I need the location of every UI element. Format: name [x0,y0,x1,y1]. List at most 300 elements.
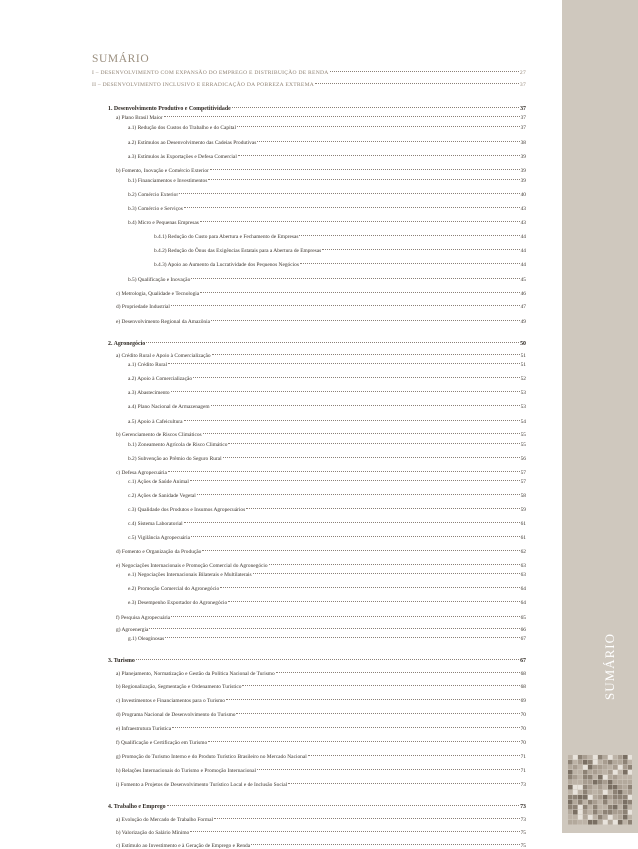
mosaic-tile [583,780,588,785]
mosaic-tile [573,790,578,795]
toc-entry-label: b.5) Qualificação e Inovação [128,277,191,283]
toc-entry-label: b) Fomento, Inovação e Comércio Exterior [116,168,209,174]
toc-entry-label: b.1) Financiamentos e Investimentos [128,178,208,184]
toc-entry-label: c.2) Ações de Sanidade Vegetal [128,493,196,499]
mosaic-tile [603,760,608,765]
mosaic-tile [623,755,628,760]
toc-entry-label: 4. Trabalho e Emprego [108,804,166,810]
mosaic-tile [573,755,578,760]
toc-entry-label: b) Valorização do Salário Mínimo [116,830,190,836]
mosaic-tile [578,785,583,790]
toc-entry [154,262,526,268]
mosaic-tile [628,800,632,805]
mosaic-tile [628,820,632,825]
mosaic-tile [588,760,593,765]
mosaic-tile [598,755,603,760]
mosaic-tile [578,810,583,815]
toc-entry [116,782,526,788]
dot-leader [308,755,520,756]
dot-leader [149,628,519,629]
mosaic-tile [598,780,603,785]
dot-leader [193,377,520,378]
toc-page-number: 68 [520,684,526,690]
dot-leader [208,179,519,180]
mosaic-tile [593,795,598,800]
mosaic-tile [608,800,613,805]
dot-leader [136,659,519,660]
mosaic-tile [583,815,588,820]
mosaic-tile [578,755,583,760]
mosaic-tile [568,785,573,790]
toc-entry-label: g) Agroenergia [116,627,149,633]
mosaic-tile [623,795,628,800]
mosaic-tile [603,785,608,790]
toc-page-number: 63 [520,572,526,578]
dot-leader [257,769,520,770]
dot-leader [202,550,519,551]
toc-entry [128,390,526,396]
toc-entry [128,376,526,382]
mosaic-tile [618,780,623,785]
toc-entry [116,817,526,823]
toc-part [92,70,526,76]
toc-entry-label: a) Crédito Rural e Apoio à Comercialização [116,353,211,359]
toc-entry [128,586,526,592]
mosaic-tile [618,790,623,795]
mosaic-tile [578,780,583,785]
toc-entry-label: b) Regionalização, Segmentação e Ordenamento Turístico [116,684,242,690]
mosaic-tile [628,780,632,785]
page-title: SUMÁRIO [92,53,150,65]
dot-leader [179,193,519,194]
toc-entry-label: c) Investimentos e Financiamentos para o Turismo [116,698,225,704]
toc-entry [116,712,526,718]
dot-leader [167,805,520,806]
mosaic-tile [568,790,573,795]
mosaic-tile [588,810,593,815]
mosaic-tile [593,800,598,805]
toc-entry-label: e.2) Promoção Comercial do Agronegócio [128,586,220,592]
toc-entry-label: a.4) Plano Nacional de Armazenagem [128,404,210,410]
dot-leader [322,249,519,250]
dot-leader [203,433,520,434]
toc-entry [154,234,526,240]
toc-page-number: 38 [520,140,526,146]
mosaic-tile [583,810,588,815]
mosaic-tile [613,755,618,760]
mosaic-tile [618,815,623,820]
mosaic-tile [583,760,588,765]
mosaic-tile [568,820,573,825]
mosaic-tile [573,765,578,770]
mosaic-tile [623,790,628,795]
toc-page-number: 71 [520,768,526,774]
toc-entry [128,178,526,184]
toc-entry-label: g.1) Oleaginosas [128,636,165,642]
toc-page-number: 37 [520,125,526,131]
toc-page-number: 37 [520,106,526,112]
toc-entry-label: f) Pesquisa Agropecuária [116,615,171,621]
mosaic-tile [613,800,618,805]
mosaic-tile [593,760,598,765]
toc-entry-label: e) Desenvolvimento Regional da Amazônia [116,319,211,325]
dot-leader [184,522,520,523]
toc-page-number: 65 [520,615,526,621]
mosaic-tile [598,815,603,820]
mosaic-tile [628,765,632,770]
dot-leader [228,443,519,444]
mosaic-tile [618,760,623,765]
mosaic-tile [628,770,632,775]
dot-leader [190,480,520,481]
toc-entry [116,563,526,569]
toc-chapter [108,341,526,347]
toc-entry-label: e) Infraestrutura Turística [116,726,172,732]
toc-page-number: 51 [520,362,526,368]
mosaic-tile [613,820,618,825]
toc-entry-label: c.5) Vigilância Agropecuária [128,535,190,541]
toc-page-number: 70 [520,740,526,746]
toc-entry-label: b.4.2) Redução do Ônus das Exigências Estatais para a Abertura de Empresas [154,248,322,254]
mosaic-tile [628,815,632,820]
toc-entry-label: a.3) Abastecimento [128,390,170,396]
mosaic-tile [593,755,598,760]
dot-leader [246,508,519,509]
mosaic-tile [588,820,593,825]
toc-entry [128,521,526,527]
dot-leader [220,587,519,588]
mosaic-tile [593,805,598,810]
mosaic-graphic [568,755,632,825]
mosaic-tile [568,780,573,785]
dot-leader [223,457,520,458]
mosaic-tile [588,765,593,770]
mosaic-tile [623,815,628,820]
mosaic-tile [598,810,603,815]
toc-entry [128,220,526,226]
dot-leader [330,71,519,72]
toc-entry [116,684,526,690]
mosaic-tile [598,820,603,825]
toc-entry-label: c) Estímulo ao Investimento e à Geração de Emprego e Renda [116,843,251,849]
toc-entry [116,291,526,297]
toc-page-number: 45 [520,277,526,283]
mosaic-tile [608,785,613,790]
mosaic-tile [608,790,613,795]
mosaic-tile [613,785,618,790]
mosaic-tile [573,795,578,800]
mosaic-tile [598,765,603,770]
mosaic-tile [588,770,593,775]
mosaic-tile [573,805,578,810]
mosaic-tile [598,805,603,810]
mosaic-tile [628,810,632,815]
toc-page-number: 70 [520,726,526,732]
toc-entry [128,493,526,499]
mosaic-tile [593,765,598,770]
toc-entry-label: 2. Agronegócio [108,341,146,347]
dot-leader [228,601,519,602]
mosaic-tile [603,805,608,810]
dot-leader [191,278,519,279]
mosaic-tile [613,770,618,775]
dot-leader [288,783,519,784]
mosaic-tile [573,820,578,825]
toc-entry-label: 3. Turismo [108,658,135,664]
toc-entry [128,192,526,198]
toc-page-number: 54 [520,419,526,425]
mosaic-tile [618,785,623,790]
mosaic-tile [603,765,608,770]
toc-entry-label: i) Fomento a Projetos de Desenvolvimento Turístico Local e de Inclusão Social [116,782,288,788]
toc-page-number: 73 [520,782,526,788]
mosaic-tile [618,820,623,825]
toc-entry-label: c.4) Sistema Laboratorial [128,521,183,527]
toc-page-number: 52 [520,376,526,382]
mosaic-tile [623,805,628,810]
mosaic-tile [573,785,578,790]
mosaic-tile [568,815,573,820]
mosaic-tile [598,795,603,800]
toc-entry [116,353,526,359]
toc-page-number: 37 [520,115,526,121]
toc-page-number: 63 [520,563,526,569]
dot-leader [212,354,520,355]
toc-chapter [108,804,526,810]
toc-entry-label: b.4) Micro e Pequenas Empresas [128,220,199,226]
toc-entry [116,754,526,760]
toc-page-number: 67 [520,658,526,664]
mosaic-tile [603,780,608,785]
mosaic-tile [578,795,583,800]
mosaic-tile [603,755,608,760]
mosaic-tile [623,785,628,790]
toc-entry-label: d) Fomento e Organização da Produção [116,549,202,555]
mosaic-tile [608,820,613,825]
toc-entry [116,698,526,704]
mosaic-tile [623,760,628,765]
mosaic-tile [578,820,583,825]
toc-page-number: 56 [520,456,526,462]
mosaic-tile [613,780,618,785]
mosaic-tile [608,810,613,815]
toc-page-number: 39 [520,168,526,174]
mosaic-tile [623,820,628,825]
toc-page-number: 39 [520,178,526,184]
mosaic-tile [628,775,632,780]
mosaic-tile [588,785,593,790]
toc-page-number: 73 [520,817,526,823]
toc-entry [128,456,526,462]
mosaic-tile [608,770,613,775]
toc-chapter [108,106,526,112]
toc-page-number: 58 [520,493,526,499]
dot-leader [226,699,520,700]
mosaic-tile [613,790,618,795]
toc-entry [128,636,526,642]
mosaic-tile [603,795,608,800]
toc-page-number: 44 [520,248,526,254]
toc-entry-label: e.3) Desempenho Exportador do Agronegócio [128,600,228,606]
toc-entry [116,726,526,732]
mosaic-tile [573,810,578,815]
mosaic-tile [618,810,623,815]
mosaic-tile [628,760,632,765]
mosaic-tile [578,760,583,765]
toc-entry [116,432,526,438]
toc-page-number: 62 [520,549,526,555]
mosaic-tile [608,780,613,785]
toc-page-number: 73 [520,804,526,810]
mosaic-tile [593,775,598,780]
toc-entry [128,419,526,425]
mosaic-tile [598,790,603,795]
mosaic-tile [608,760,613,765]
mosaic-tile [593,790,598,795]
toc-page-number: 53 [520,390,526,396]
mosaic-tile [603,800,608,805]
mosaic-tile [583,755,588,760]
mosaic-tile [603,810,608,815]
mosaic-tile [588,790,593,795]
toc-entry [128,362,526,368]
mosaic-tile [578,770,583,775]
mosaic-tile [578,790,583,795]
dot-leader [232,107,519,108]
toc-entry-label: 1. Desenvolvimento Produtivo e Competitividade [108,106,231,112]
toc-entry-label: b.2) Subvenção ao Prêmio do Seguro Rural [128,456,222,462]
dot-leader [276,672,520,673]
mosaic-tile [623,775,628,780]
toc-entry [116,740,526,746]
mosaic-tile [593,780,598,785]
mosaic-tile [598,760,603,765]
toc-page-number: 61 [520,535,526,541]
toc-entry [116,627,526,633]
toc-entry-label: c.1) Ações de Saúde Animal [128,479,189,485]
toc-entry [116,115,526,121]
mosaic-tile [618,775,623,780]
mosaic-tile [583,775,588,780]
mosaic-tile [578,800,583,805]
mosaic-tile [603,820,608,825]
toc-entry-label: g) Promoção do Turismo Interno e do Produto Turístico Brasileiro no Mercado Nacional [116,754,307,760]
dot-leader [184,207,520,208]
dot-leader [299,235,519,236]
toc-entry-label: c.3) Qualidade dos Produtos e Insumos Agropecuários [128,507,246,513]
dot-leader [146,342,519,343]
mosaic-tile [593,810,598,815]
mosaic-tile [603,815,608,820]
mosaic-tile [583,795,588,800]
toc-page-number: 55 [520,442,526,448]
dot-leader [200,292,519,293]
mosaic-tile [583,820,588,825]
dot-leader [253,573,520,574]
toc-entry-label: II – DESENVOLVIMENTO INCLUSIVO E ERRADICAÇÃO DA POBREZA EXTREMA [92,82,315,88]
toc-entry-label: f) Qualificação e Certificação em Turismo [116,740,208,746]
dot-leader [191,536,520,537]
mosaic-tile [568,770,573,775]
mosaic-tile [573,760,578,765]
mosaic-tile [613,765,618,770]
toc-entry-label: e) Negociações Internacionais e Promoção Comercial do Agronegócio [116,563,268,569]
toc-entry-label: b.4.3) Apoio ao Aumento da Lucratividade dos Pequenos Negócios [154,262,299,268]
dot-leader [242,685,519,686]
toc-page-number: 70 [520,712,526,718]
mosaic-tile [583,790,588,795]
mosaic-tile [623,810,628,815]
dot-leader [211,405,520,406]
dot-leader [208,741,519,742]
toc-entry [116,470,526,476]
toc-entry [128,125,526,131]
mosaic-tile [608,815,613,820]
toc-entry [128,277,526,283]
toc-entry [116,615,526,621]
toc-entry [128,154,526,160]
toc-entry-label: c) Metrologia, Qualidade e Tecnologia [116,291,200,297]
dot-leader [300,263,520,264]
toc-entry-label: a.5) Apoio à Cafeicultura [128,419,183,425]
dot-leader [171,305,520,306]
mosaic-tile [613,795,618,800]
toc-page-number: 66 [520,627,526,633]
mosaic-tile [598,785,603,790]
mosaic-tile [578,805,583,810]
toc-entry-label: b) Gerenciamento de Riscos Climáticos [116,432,202,438]
mosaic-tile [618,765,623,770]
toc-entry [116,319,526,325]
toc-page-number: 59 [520,507,526,513]
mosaic-tile [588,795,593,800]
toc-page-number: 57 [520,470,526,476]
mosaic-tile [628,790,632,795]
mosaic-tile [598,800,603,805]
dot-leader [197,494,520,495]
mosaic-tile [593,815,598,820]
toc-page-number: 64 [520,586,526,592]
toc-entry-label: a.2) Estímulos ao Desenvolvimento das Cadeias Produtivas [128,140,257,146]
mosaic-tile [568,755,573,760]
mosaic-tile [613,815,618,820]
mosaic-tile [613,805,618,810]
mosaic-tile [568,795,573,800]
toc-page-number: 64 [520,600,526,606]
mosaic-tile [613,775,618,780]
toc-entry-label: d) Propriedade Industrial [116,304,170,310]
toc-entry-label: b.2) Comércio Exterior [128,192,179,198]
toc-page-number: 44 [520,262,526,268]
mosaic-tile [583,785,588,790]
toc-entry [116,549,526,555]
toc-page-number: 68 [520,671,526,677]
dot-leader [172,727,520,728]
mosaic-tile [598,775,603,780]
toc-page-number: 67 [520,636,526,642]
toc-page-number: 51 [520,353,526,359]
mosaic-tile [628,785,632,790]
dot-leader [171,391,520,392]
dot-leader [315,83,519,84]
dot-leader [269,564,520,565]
dot-leader [168,471,520,472]
toc-entry-label: a.1) Crédito Rural [128,362,168,368]
dot-leader [257,141,519,142]
mosaic-tile [583,765,588,770]
toc-part [92,82,526,88]
mosaic-tile [588,805,593,810]
